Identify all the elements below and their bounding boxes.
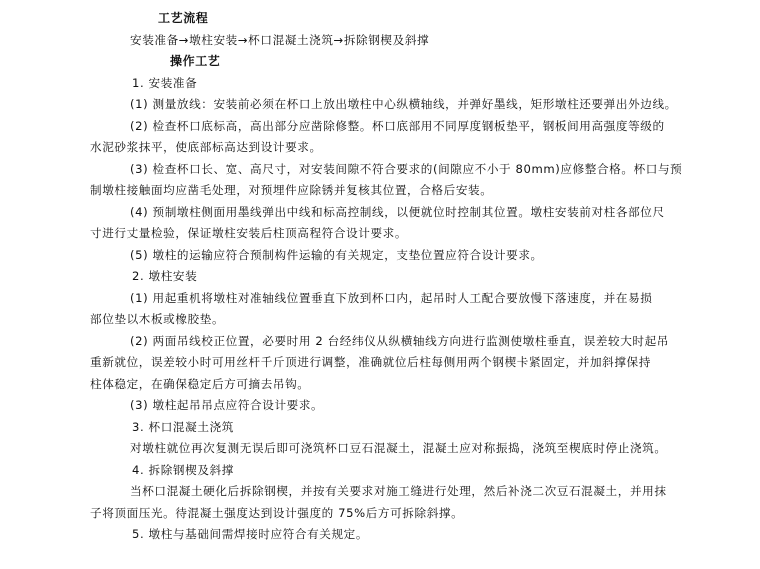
section-2-item-3: (3) 墩柱起吊吊点应符合设计要求。 [130,398,324,412]
section-3-body: 对墩柱就位再次复测无误后即可浇筑杯口豆石混凝土，混凝土应对称振捣，浇筑至楔底时停止浇筑。 [130,441,667,455]
section-1-item-4-line-2: 寸进行丈量检验，保证墩柱安装后柱顶高程符合设计要求。 [90,226,408,240]
section-4-title: 4. 拆除钢楔及斜撑 [132,463,234,477]
section-1-item-3-line-2: 制墩柱接触面均应凿毛处理，对预埋件应除锈并复核其位置，合格后安装。 [90,183,493,197]
section-1-item-2-line-2: 水泥砂浆抹平，使底部标高达到设计要求。 [90,140,322,154]
section-1-item-5: (5) 墩柱的运输应符合预制构件运输的有关规定，支垫位置应符合设计要求。 [130,248,543,262]
section-1-item-2-line-1: (2) 检查杯口底标高，高出部分应凿除修整。杯口底部用不同厚度钢板垫平，钢板间用高强度等级的 [130,119,665,133]
section-1-item-4-line-1: (4) 预制墩柱侧面用墨线弹出中线和标高控制线，以便就位时控制其位置。墩柱安装前对柱各部位尺 [130,205,665,219]
section-2-item-2-line-1: (2) 两面吊线校正位置，必要时用 2 台经纬仪从纵横轴线方向进行监测使墩柱垂直，误差较大时起吊 [130,334,670,348]
section-2-item-1-line-2: 部位垫以木板或橡胶垫。 [90,312,225,326]
section-1-item-3-line-1: (3) 检查杯口长、宽、高尺寸，对安装间隙不符合要求的(间隙应不小于 80mm)应修整合格。杯口与预 [130,162,683,176]
section-3-title: 3. 杯口混凝土浇筑 [132,420,234,434]
section-5-title: 5. 墩柱与基础间需焊接时应符合有关规定。 [132,527,369,541]
section-2-item-1-line-1: (1) 用起重机将墩柱对准轴线位置垂直下放到杯口内，起吊时人工配合要放慢下落速度，并在易损 [130,291,653,305]
section-1-title: 1. 安装准备 [132,76,198,90]
heading-operation-process: 操作工艺 [170,54,221,68]
section-2-item-2-line-3: 柱体稳定，在确保稳定后方可摘去吊钩。 [90,377,310,391]
section-2-title: 2. 墩柱安装 [132,269,198,283]
section-4-body-line-1: 当杯口混凝土硬化后拆除钢楔，并按有关要求对施工缝进行处理，然后补浇二次豆石混凝土，并用抹 [130,484,667,498]
section-4-body-line-2: 子将顶面压光。待混凝土强度达到设计强度的 75%后方可拆除斜撑。 [90,506,464,520]
process-flow-steps: 安装准备→墩柱安装→杯口混凝土浇筑→拆除钢楔及斜撑 [130,33,430,47]
heading-process-flow: 工艺流程 [158,11,209,25]
section-1-item-1: (1) 测量放线：安装前必须在杯口上放出墩柱中心纵横轴线，并弹好墨线，矩形墩柱还要弹出外边线。 [130,97,677,111]
section-2-item-2-line-2: 重新就位，误差较小时可用丝杆千斤顶进行调整，准确就位后柱每侧用两个钢楔卡紧固定，并加斜撑保持 [90,355,651,369]
